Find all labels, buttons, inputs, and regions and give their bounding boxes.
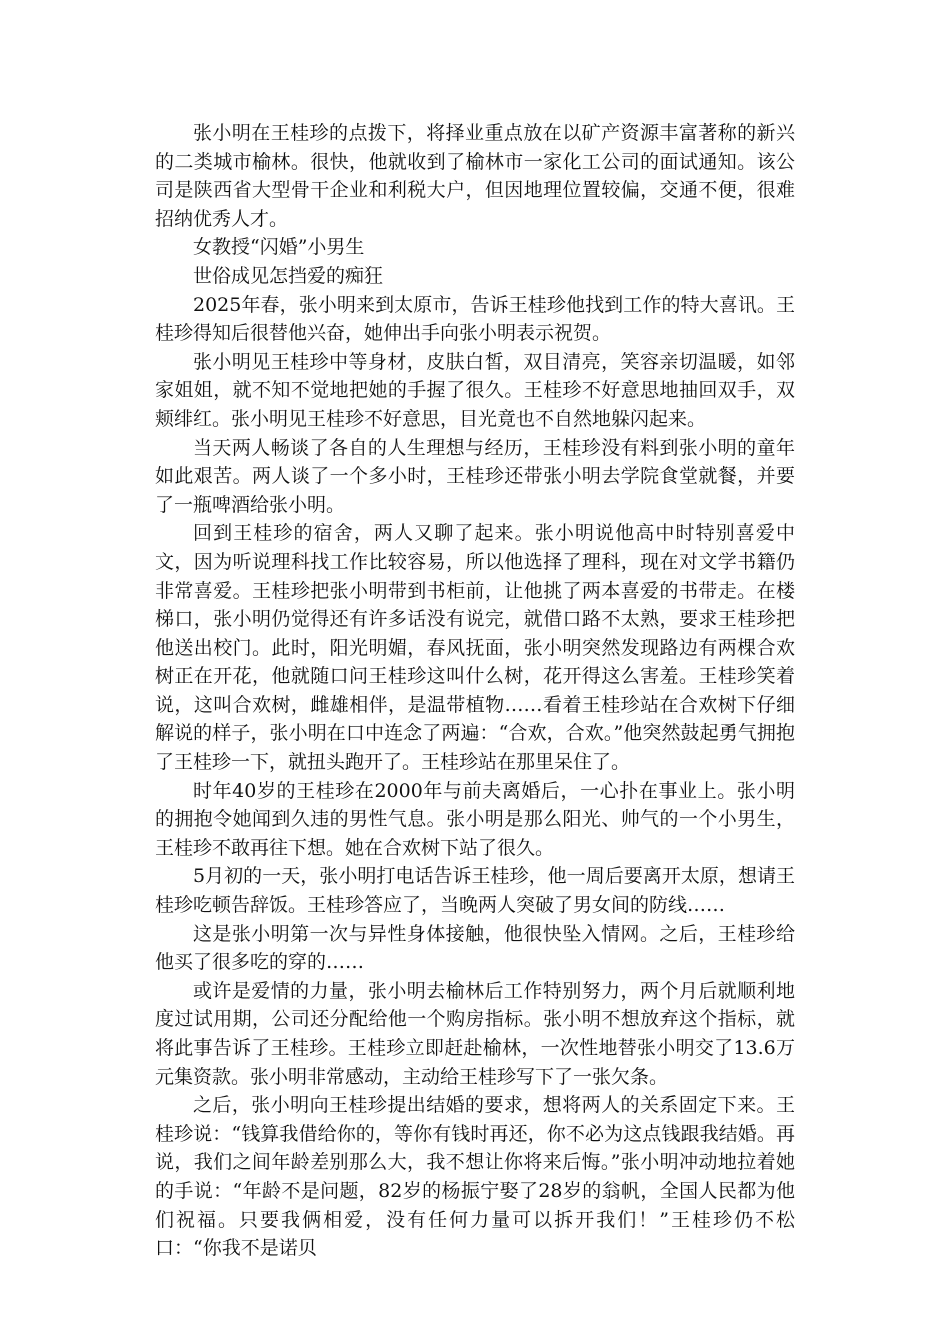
paragraph: 张小明在王桂珍的点拨下，将择业重点放在以矿产资源丰富著称的新兴的二类城市榆林。很快，他就收到了榆林市一家化工公司的面试通知。该公司是陕西省大型骨干企业和利税大户，但因地理位置较偏，交通不便，很难招纳优秀人才。	[155, 122, 795, 230]
paragraph: 或许是爱情的力量，张小明去榆林后工作特别努力，两个月后就顺利地度过试用期，公司还分配给他一个购房指标。张小明不想放弃这个指标，就将此事告诉了王桂珍。王桂珍立即赶赴榆林，一次性地替张小明交了13.6万元集资款。张小明非常感动，主动给王桂珍写下了一张欠条。	[155, 979, 795, 1088]
paragraph: 张小明见王桂珍中等身材，皮肤白皙，双目清亮，笑容亲切温暖，如邻家姐姐，就不知不觉地把她的手握了很久。王桂珍不好意思地抽回双手，双颊绯红。张小明见王桂珍不好意思，目光竟也不自然地躲闪起来。	[155, 350, 795, 430]
paragraph: 当天两人畅谈了各自的人生理想与经历，王桂珍没有料到张小明的童年如此艰苦。两人谈了一个多小时，王桂珍还带张小明去学院食堂就餐，并要了一瓶啤酒给张小明。	[155, 436, 795, 516]
paragraph: 这是张小明第一次与异性身体接触，他很快坠入情网。之后，王桂珍给他买了很多吃的穿的……	[155, 922, 795, 974]
document-body	[155, 119, 795, 1263]
section-heading: 女教授“闪婚”小男生	[193, 236, 365, 259]
paragraph: 5月初的一天，张小明打电话告诉王桂珍，他一周后要离开太原，想请王桂珍吃顿告辞饭。王桂珍答应了，当晚两人突破了男女间的防线……	[155, 865, 795, 917]
paragraph: 2025年春，张小明来到太原市，告诉王桂珍他找到工作的特大喜讯。王桂珍得知后很替他兴奋，她伸出手向张小明表示祝贺。	[155, 293, 795, 345]
paragraph: 回到王桂珍的宿舍，两人又聊了起来。张小明说他高中时特别喜爱中文，因为听说理科找工作比较容易，所以他选择了理科，现在对文学书籍仍非常喜爱。王桂珍把张小明带到书柜前，让他挑了两本喜爱的书带走。在楼梯口，张小明仍觉得还有许多话没有说完，就借口路不太熟，要求王桂珍把他送出校门。此时，阳光明媚，春风抚面，张小明突然发现路边有两棵合欢树正在开花，他就随口问王桂珍这叫什么树，花开得这么害羞。王桂珍笑着说，这叫合欢树，雌雄相伴，是温带植物……看着王桂珍站在合欢树下仔细解说的样子，张小明在口中连念了两遍：“合欢，合欢。”他突然鼓起勇气拥抱了王桂珍一下，就扭头跑开了。王桂珍站在那里呆住了。	[155, 522, 795, 774]
paragraph: 时年40岁的王桂珍在2000年与前夫离婚后，一心扑在事业上。张小明的拥抱令她闻到久违的男性气息。张小明是那么阳光、帅气的一个小男生，王桂珍不敢再往下想。她在合欢树下站了很久。	[155, 779, 795, 859]
section-subheading: 世俗成见怎挡爱的痴狂	[193, 264, 384, 287]
paragraph: 之后，张小明向王桂珍提出结婚的要求，想将两人的关系固定下来。王桂珍说：“钱算我借给你的，等你有钱时再还，你不必为这点钱跟我结婚。再说，我们之间年龄差别那么大，我不想让你将来后悔。”张小明冲动地拉着她的手说：“年龄不是问题，82岁的杨振宁娶了28岁的翁帆，全国人民都为他们祝福。只要我俩相爱，没有任何力量可以拆开我们！”王桂珍仍不松口：“你我不是诺贝	[155, 1094, 795, 1260]
